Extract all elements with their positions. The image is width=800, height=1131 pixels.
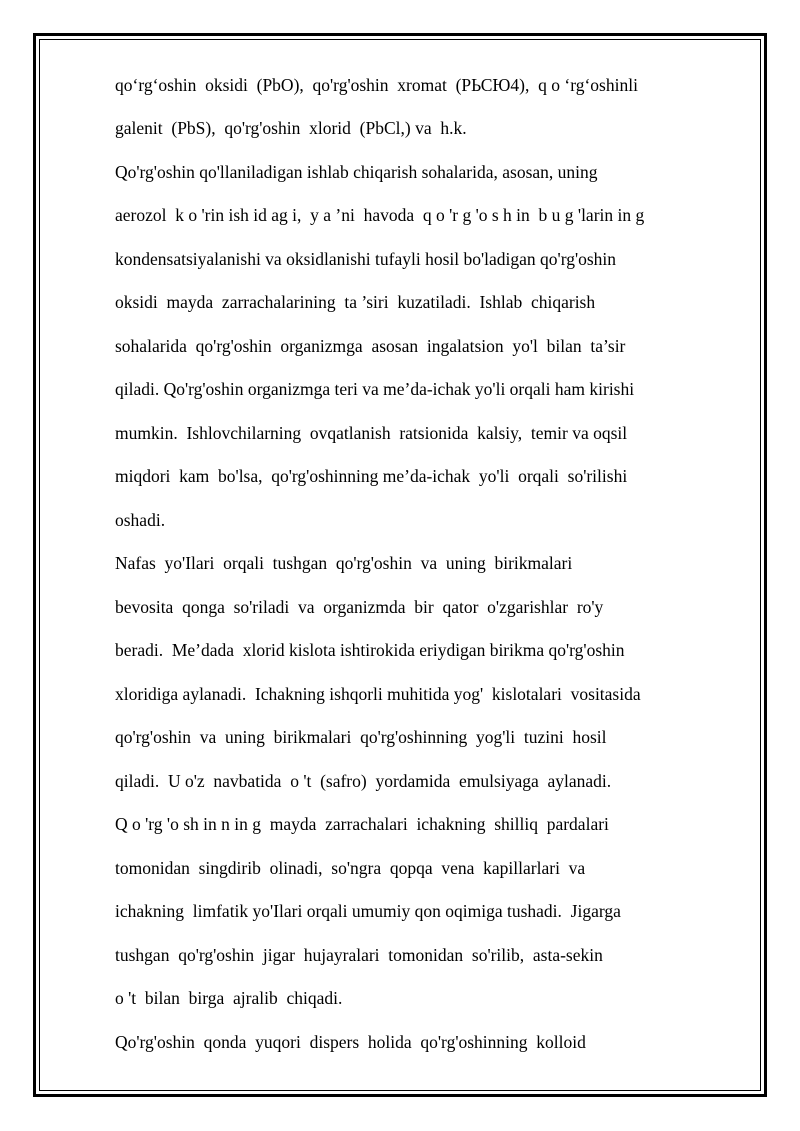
text-line: beradi. Me’dada xlorid kislota ishtirokida eriydigan birikma qo'rg'oshin	[115, 640, 625, 660]
text-line: oshadi.	[115, 510, 166, 530]
text-line: miqdori kam bo'lsa, qo'rg'oshinning me’da-ichak yo'li orqali so'rilishi	[115, 466, 628, 486]
text-line: qo‘rg‘oshin oksidi (PbO), qo'rg'oshin xromat (PЬСЮ4), q o ‘rg‘oshinli	[115, 75, 638, 95]
text-line: qiladi. Qo'rg'oshin organizmga teri va me’da-ichak yo'li orqali ham kirishi	[115, 379, 635, 399]
text-line: qiladi. U o'z navbatida o 't (safro) yordamida emulsiyaga aylanadi.	[115, 771, 612, 791]
text-line: tushgan qo'rg'oshin jigar hujayralari tomonidan so'rilib, asta-sekin	[115, 945, 603, 965]
text-line: Qo'rg'oshin qo'llaniladigan ishlab chiqarish sohalarida, asosan, uning	[115, 162, 598, 182]
text-line: oksidi mayda zarrachalarining ta ’siri kuzatiladi. Ishlab chiqarish	[115, 292, 596, 312]
text-line: Nafas yo'Ilari orqali tushgan qo'rg'oshin va uning birikmalari	[115, 553, 573, 573]
text-line: Qo'rg'oshin qonda yuqori dispers holida qo'rg'oshinning kolloid	[115, 1032, 586, 1052]
text-line: tomonidan singdirib olinadi, so'ngra qopqa vena kapillarlari va	[115, 858, 586, 878]
text-line: mumkin. Ishlovchilarning ovqatlanish ratsionida kalsiy, temir va oqsil	[115, 423, 628, 443]
text-line: ichakning limfatik yo'Ilari orqali umumiy qon oqimiga tushadi. Jigarga	[115, 901, 621, 921]
text-line: Q o 'rg 'o sh in n in g mayda zarrachalari ichakning shilliq pardalari	[115, 814, 609, 834]
text-line: kondensatsiyalanishi va oksidlanishi tufayli hosil bo'ladigan qo'rg'oshin	[115, 249, 617, 269]
text-line: galenit (PbS), qo'rg'oshin xlorid (PbCl,) va h.k.	[115, 118, 467, 138]
text-line: bevosita qonga so'riladi va organizmda bir qator o'zgarishlar ro'y	[115, 597, 604, 617]
text-line: xloridiga aylanadi. Ichakning ishqorli muhitida yog' kislotalari vositasida	[115, 684, 641, 704]
text-line: sohalarida qo'rg'oshin organizmga asosan ingalatsion yo'l bilan ta’sir	[115, 336, 626, 356]
text-line: o 't bilan birga ajralib chiqadi.	[115, 988, 343, 1008]
text-line: aerozol k o 'rin ish id ag i, y a ’ni havoda q o 'r g 'o s h in b u g 'larin in g	[115, 205, 645, 225]
text-line: qo'rg'oshin va uning birikmalari qo'rg'oshinning yog'li tuzini hosil	[115, 727, 607, 747]
